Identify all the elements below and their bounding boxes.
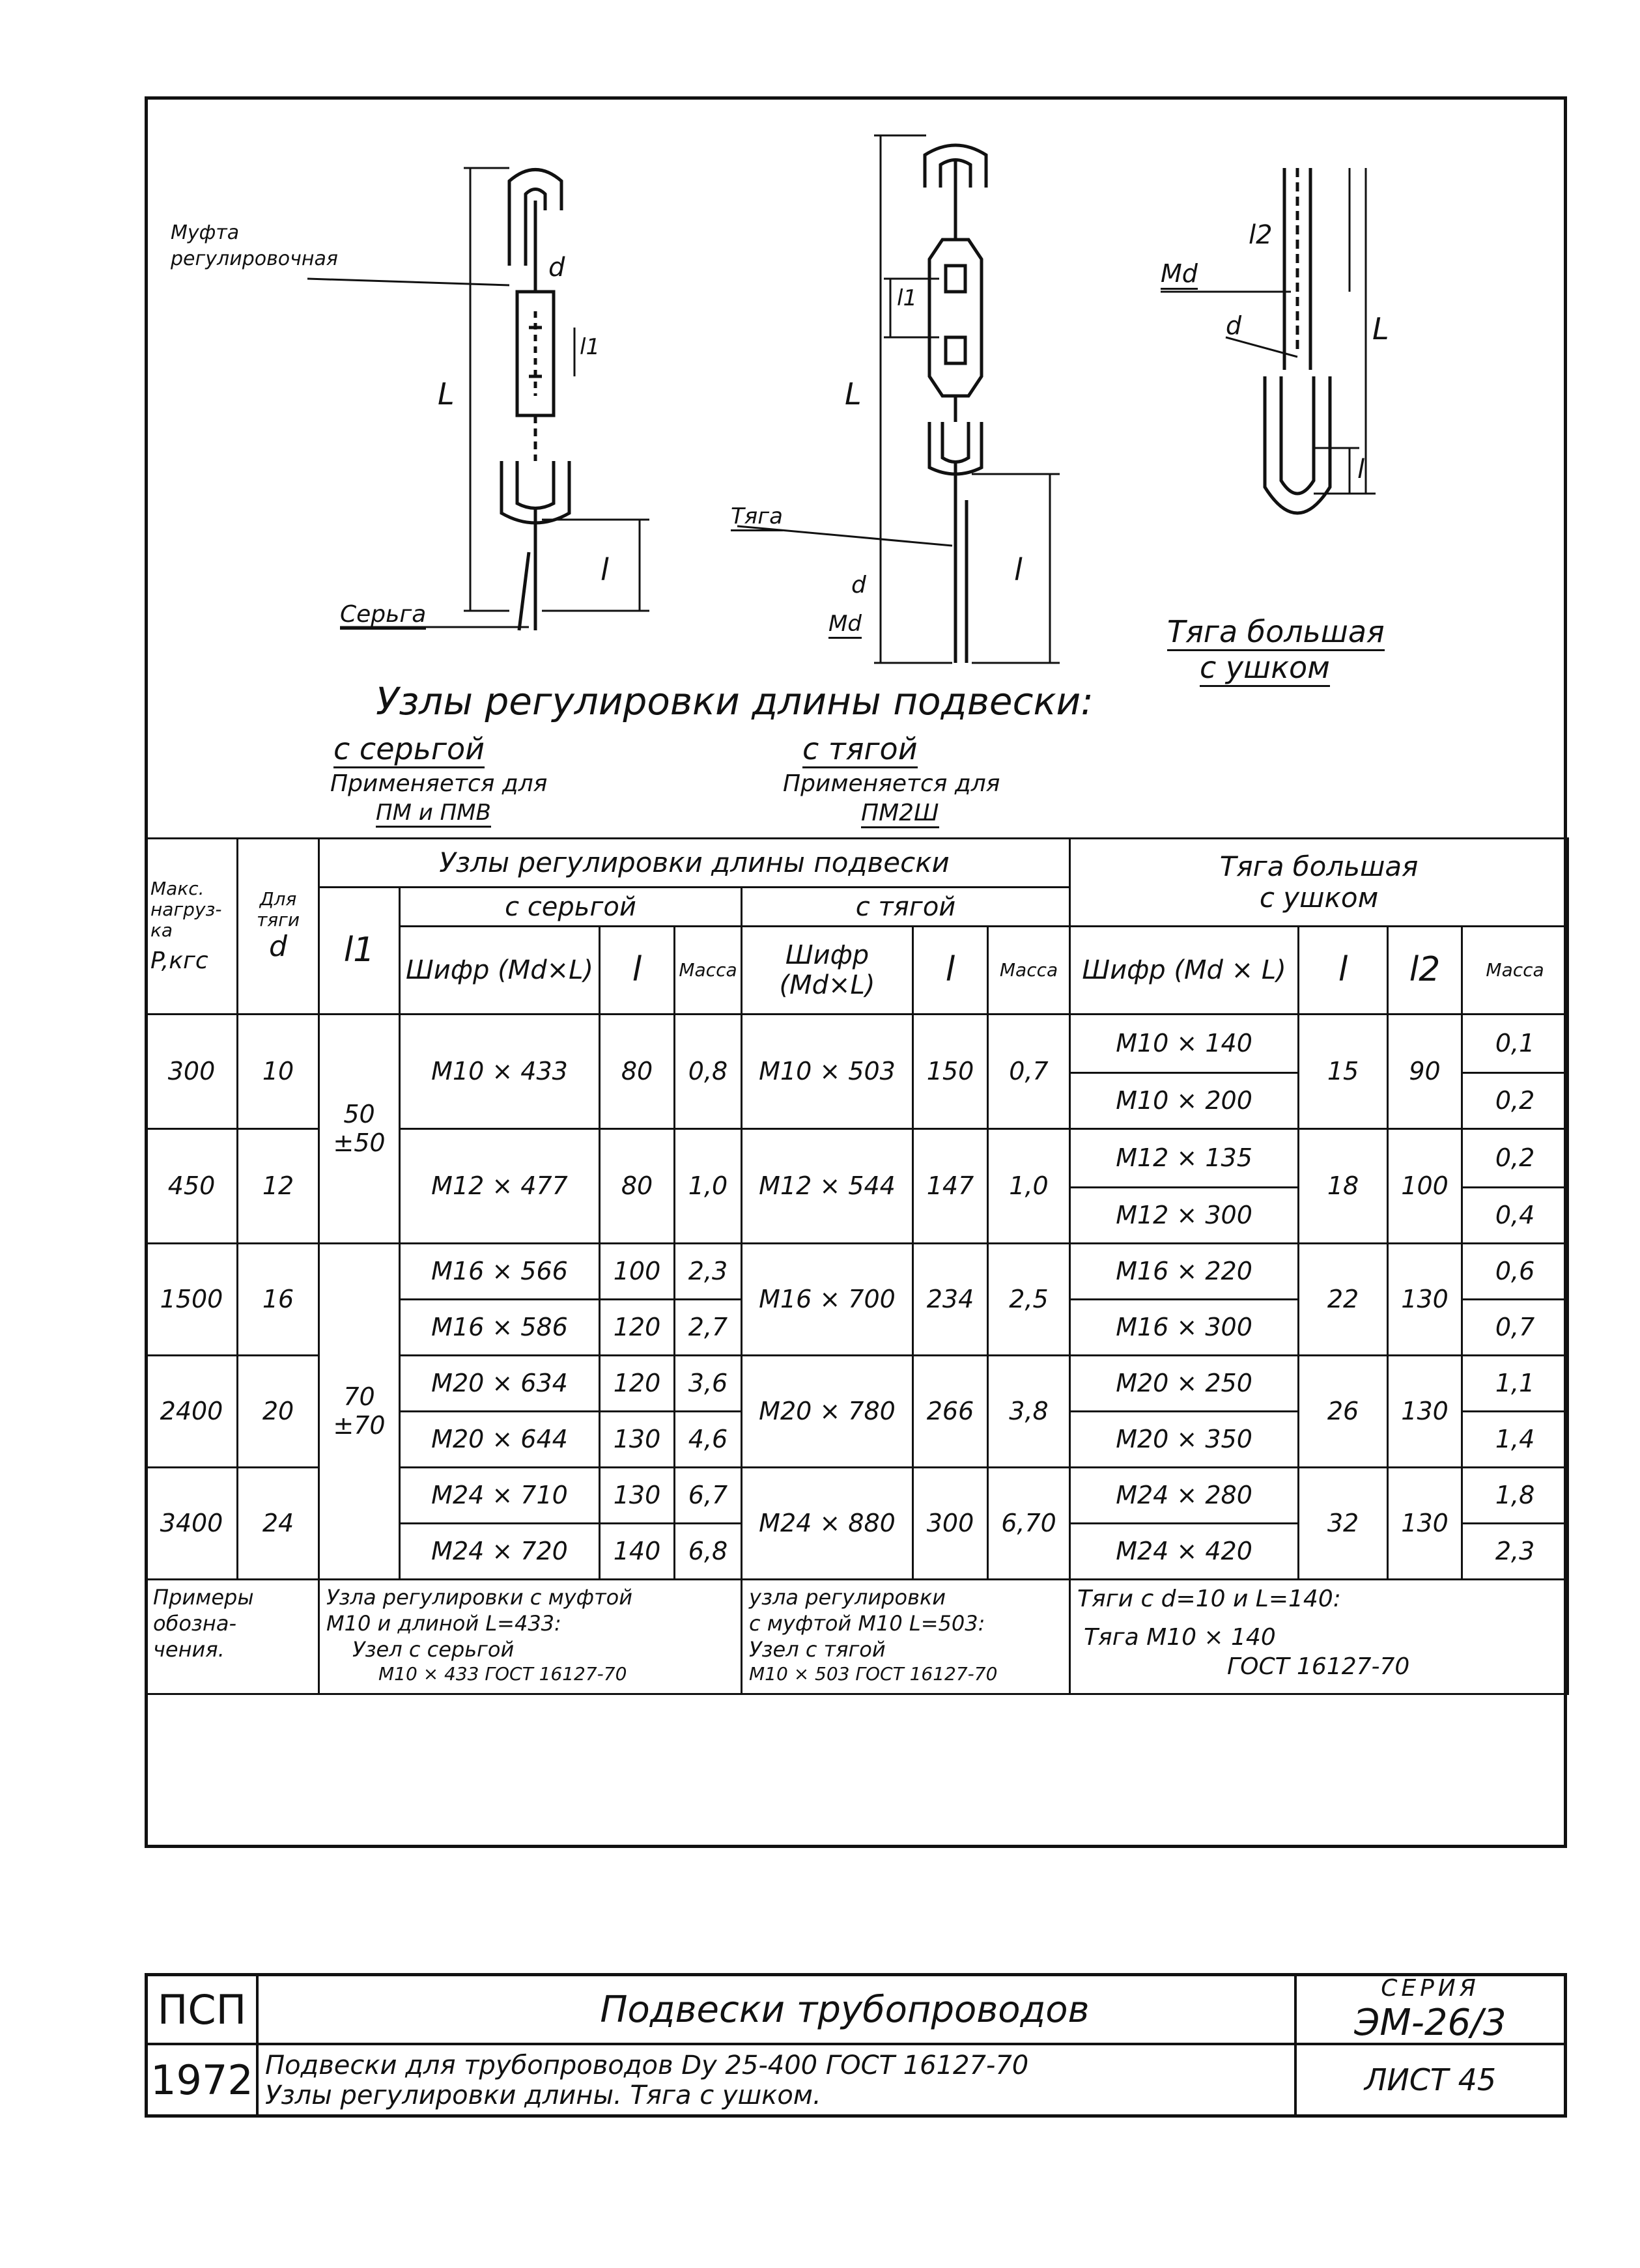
- big-l-header: l: [1299, 927, 1388, 1015]
- big-l2-header: l2: [1388, 927, 1462, 1015]
- spec-table: [145, 837, 1569, 1695]
- load-cell: 2400: [146, 1356, 238, 1468]
- left-d-label: d: [548, 253, 565, 283]
- header-row-1: [146, 839, 1568, 888]
- earring-l-cell: 120: [600, 1356, 675, 1412]
- big-mass-cell: 1,8: [1462, 1468, 1568, 1524]
- example-earring: Узла регулировки с муфтой M10 и длиной L=433: Узел с серьгой M10 × 433 ГОСТ 16127-70: [319, 1580, 742, 1694]
- big-l-cell: 26: [1299, 1356, 1388, 1468]
- drawing-title: Подвески трубопроводов: [259, 1976, 1431, 2045]
- earring-mass-cell: 6,7: [675, 1468, 742, 1524]
- earring-l-cell: 140: [600, 1524, 675, 1580]
- middle-d-label: d: [851, 572, 866, 598]
- load-cell: 450: [146, 1129, 238, 1244]
- left-assembly-drawing: [307, 168, 649, 630]
- big-l2-cell: 130: [1388, 1244, 1462, 1356]
- drawings-area: [145, 96, 1567, 837]
- big-mass-header: Масса: [1462, 927, 1568, 1015]
- earring-mass-cell: 2,3: [675, 1244, 742, 1300]
- big-mass-cell: 1,1: [1462, 1356, 1568, 1412]
- big-mass-cell: 0,2: [1462, 1073, 1568, 1129]
- rod-mass-cell: 1,0: [988, 1129, 1070, 1244]
- earring-code-cell: M24 × 710: [400, 1468, 600, 1524]
- apply-middle-2: ПМ2Ш: [861, 800, 939, 828]
- rod-l-cell: 266: [913, 1356, 988, 1468]
- examples-label: Примеры обозна- чения.: [146, 1580, 319, 1694]
- coupling-label: Муфта регулировочная: [171, 221, 338, 270]
- earring-mass-cell: 4,6: [675, 1412, 742, 1468]
- big-l2-cell: 90: [1388, 1015, 1462, 1129]
- examples-row: [146, 1580, 1568, 1694]
- earring-l-cell: 130: [600, 1412, 675, 1468]
- left-l1-label: l1: [580, 334, 601, 360]
- load-cell: 1500: [146, 1244, 238, 1356]
- rod-d-cell: 20: [238, 1356, 319, 1468]
- example-big-rod: Тяги с d=10 и L=140: Тяга M10 × 140 ГОСТ 16127-70: [1070, 1580, 1568, 1694]
- rod-l-header: l: [913, 927, 988, 1015]
- right-md-label: Md: [1161, 259, 1198, 290]
- earring-code-header: Шифр (Md×L): [400, 927, 600, 1015]
- rod-code-header: Шифр (Md×L): [742, 927, 913, 1015]
- table-row: [146, 1015, 1568, 1073]
- big-l-cell: 22: [1299, 1244, 1388, 1356]
- group-big-rod-header: Тяга большая с ушком: [1070, 839, 1568, 927]
- big-code-cell: M20 × 250: [1070, 1356, 1299, 1412]
- year: 1972: [148, 2045, 259, 2114]
- rod-l-cell: 234: [913, 1244, 988, 1356]
- rod-l-cell: 147: [913, 1129, 988, 1244]
- rod-label: Тяга: [731, 503, 783, 531]
- big-code-cell: M10 × 200: [1070, 1073, 1299, 1129]
- group-nodes-header: Узлы регулировки длины подвески: [319, 839, 1070, 888]
- rod-code-cell: M16 × 700: [742, 1244, 913, 1356]
- rod-d-cell: 24: [238, 1468, 319, 1580]
- earring-l-cell: 130: [600, 1468, 675, 1524]
- earring-code-cell: M20 × 644: [400, 1412, 600, 1468]
- earring-code-cell: M12 × 477: [400, 1129, 600, 1244]
- earring-l-cell: 80: [600, 1015, 675, 1129]
- earring-l-cell: 120: [600, 1300, 675, 1356]
- rod-d-cell: 12: [238, 1129, 319, 1244]
- middle-L-label: L: [845, 376, 862, 412]
- apply-left-1: Применяется для: [330, 770, 548, 797]
- max-load-header: Макс. нагруз- ка P,кгс: [146, 839, 238, 1015]
- load-cell: 300: [146, 1015, 238, 1129]
- left-L-label: L: [438, 376, 455, 412]
- big-mass-cell: 0,6: [1462, 1244, 1568, 1300]
- l1-group-2: 70 ±70: [319, 1244, 400, 1580]
- earring-mass-cell: 6,8: [675, 1524, 742, 1580]
- subtitle-1: Подвески для трубопроводов Dу 25-400 ГОСТ 16127-70: [265, 2051, 1029, 2080]
- sub-left-caption: с серьгой: [333, 731, 485, 768]
- left-l-label: l: [601, 552, 609, 587]
- rod-l-cell: 300: [913, 1468, 988, 1580]
- with-rod-header: с тягой: [742, 888, 1070, 927]
- big-code-cell: M12 × 135: [1070, 1129, 1299, 1188]
- earring-l-cell: 100: [600, 1244, 675, 1300]
- rod-d-cell: 10: [238, 1015, 319, 1129]
- right-caption-2: с ушком: [1200, 650, 1330, 687]
- right-L-label: L: [1372, 311, 1389, 346]
- right-caption-1: Тяга большая: [1167, 614, 1385, 651]
- earring-l-header: l: [600, 927, 675, 1015]
- l1-group-1: 50 ±50: [319, 1015, 400, 1244]
- main-title: Узлы регулировки длины подвески:: [376, 679, 1094, 723]
- big-code-cell: M16 × 300: [1070, 1300, 1299, 1356]
- rod-code-cell: M12 × 544: [742, 1129, 913, 1244]
- big-mass-cell: 0,7: [1462, 1300, 1568, 1356]
- rod-mass-cell: 0,7: [988, 1015, 1070, 1129]
- earring-code-cell: M24 × 720: [400, 1524, 600, 1580]
- big-code-cell: M20 × 350: [1070, 1412, 1299, 1468]
- big-code-cell: M24 × 280: [1070, 1468, 1299, 1524]
- load-cell: 3400: [146, 1468, 238, 1580]
- middle-l1-label: l1: [897, 285, 918, 311]
- right-l2-label: l2: [1249, 220, 1273, 250]
- rod-code-cell: M24 × 880: [742, 1468, 913, 1580]
- middle-assembly-drawing: [737, 135, 1060, 663]
- earring-l-cell: 80: [600, 1129, 675, 1244]
- with-earring-header: с серьгой: [400, 888, 742, 927]
- big-l2-cell: 100: [1388, 1129, 1462, 1244]
- big-code-cell: M10 × 140: [1070, 1015, 1299, 1073]
- big-mass-cell: 2,3: [1462, 1524, 1568, 1580]
- title-block: [145, 1973, 1567, 2118]
- big-code-cell: M24 × 420: [1070, 1524, 1299, 1580]
- rod-mass-header: Масса: [988, 927, 1070, 1015]
- middle-md-label: Md: [828, 611, 862, 639]
- right-l-label: l: [1357, 455, 1365, 484]
- rod-code-cell: M20 × 780: [742, 1356, 913, 1468]
- earring-mass-cell: 0,8: [675, 1015, 742, 1129]
- earring-code-cell: M16 × 586: [400, 1300, 600, 1356]
- assembly-drawings: [145, 96, 1567, 837]
- big-mass-cell: 0,2: [1462, 1129, 1568, 1188]
- rod-mass-cell: 3,8: [988, 1356, 1070, 1468]
- for-rod-header: Для тяги d: [238, 839, 319, 1015]
- org-code: ПСП: [148, 1976, 259, 2045]
- earring-mass-cell: 3,6: [675, 1356, 742, 1412]
- big-l2-cell: 130: [1388, 1468, 1462, 1580]
- big-mass-cell: 0,1: [1462, 1015, 1568, 1073]
- earring-mass-cell: 2,7: [675, 1300, 742, 1356]
- big-code-header: Шифр (Md × L): [1070, 927, 1299, 1015]
- apply-left-2: ПМ и ПМВ: [376, 800, 491, 828]
- sheet-number: ЛИСТ 45: [1294, 2045, 1564, 2114]
- example-rod: узла регулировки с муфтой M10 L=503: Узел с тягой M10 × 503 ГОСТ 16127-70: [742, 1580, 1070, 1694]
- apply-middle-1: Применяется для: [783, 770, 1000, 797]
- earring-label: Серьга: [340, 601, 426, 630]
- l1-header: l1: [319, 888, 400, 1015]
- rod-mass-cell: 2,5: [988, 1244, 1070, 1356]
- subtitle-2: Узлы регулировки длины. Тяга с ушком.: [265, 2080, 821, 2110]
- middle-l-label: l: [1014, 552, 1023, 587]
- rod-d-cell: 16: [238, 1244, 319, 1356]
- earring-code-cell: M10 × 433: [400, 1015, 600, 1129]
- big-l-cell: 32: [1299, 1468, 1388, 1580]
- big-mass-cell: 1,4: [1462, 1412, 1568, 1468]
- big-code-cell: M16 × 220: [1070, 1244, 1299, 1300]
- right-d-label: d: [1226, 311, 1242, 340]
- big-code-cell: M12 × 300: [1070, 1188, 1299, 1244]
- earring-mass-cell: 1,0: [675, 1129, 742, 1244]
- big-l2-cell: 130: [1388, 1356, 1462, 1468]
- big-mass-cell: 0,4: [1462, 1188, 1568, 1244]
- series-box: СЕРИЯ ЭМ-26/3: [1294, 1976, 1564, 2045]
- earring-code-cell: M20 × 634: [400, 1356, 600, 1412]
- big-l-cell: 15: [1299, 1015, 1388, 1129]
- rod-l-cell: 150: [913, 1015, 988, 1129]
- rod-mass-cell: 6,70: [988, 1468, 1070, 1580]
- earring-code-cell: M16 × 566: [400, 1244, 600, 1300]
- table-row: [146, 1244, 1568, 1300]
- big-l-cell: 18: [1299, 1129, 1388, 1244]
- rod-code-cell: M10 × 503: [742, 1015, 913, 1129]
- sub-middle-caption: с тягой: [802, 731, 918, 768]
- earring-mass-header: Масса: [675, 927, 742, 1015]
